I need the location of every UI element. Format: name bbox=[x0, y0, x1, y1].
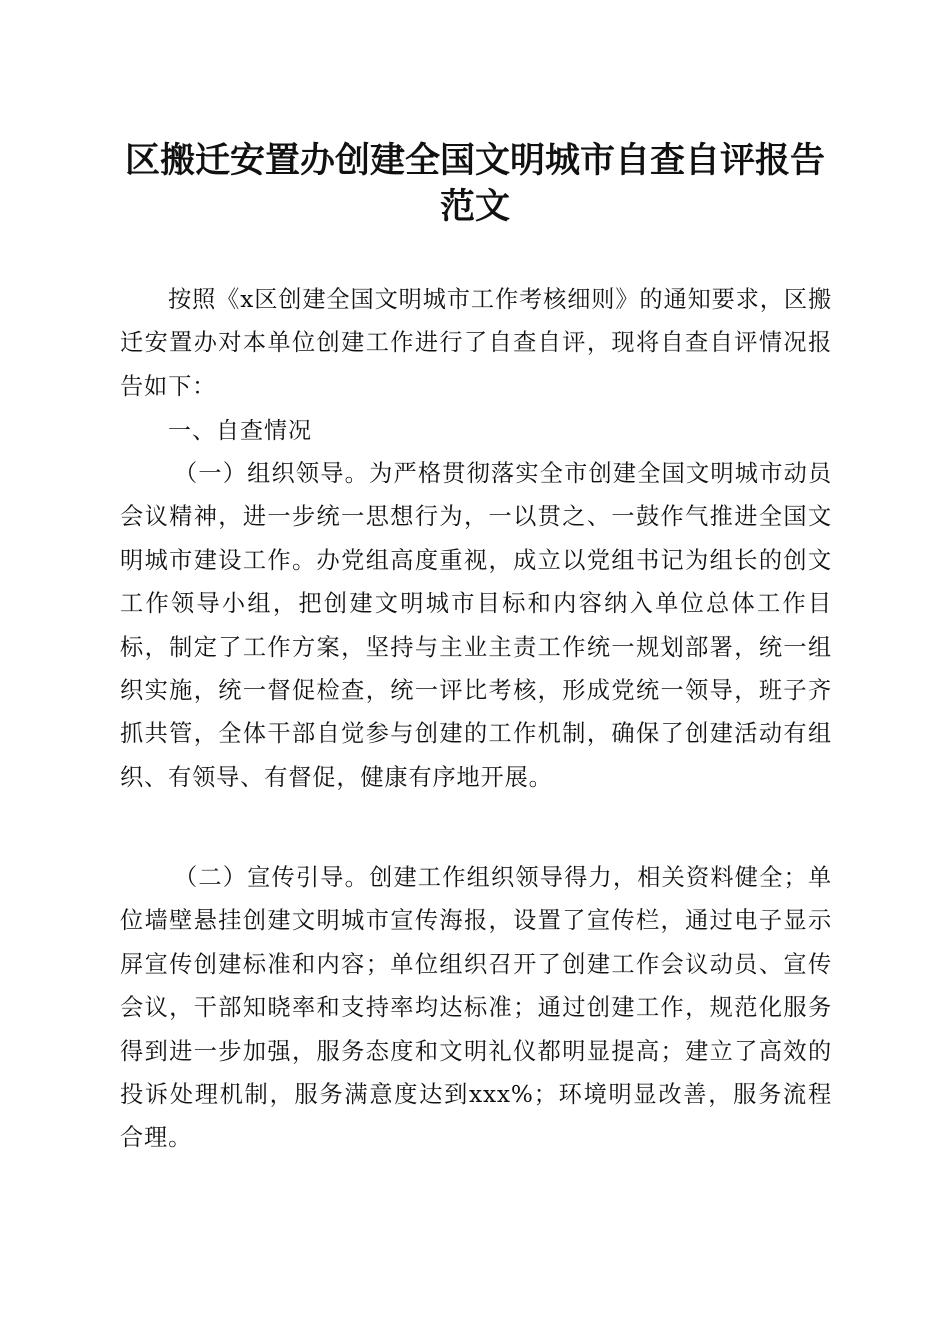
publicity-guidance-paragraph: （二）宣传引导。创建工作组织领导得力，相关资料健全；单位墙壁悬挂创建文明城市宣传海报，设置了宣传栏，通过电子显示屏宣传创建标准和内容；单位组织召开了创建工作会议动员、宣传会议，干部知晓率和支持率均达标准；通过创建工作，规范化服务得到进一步加强，服务态度和文明礼仪都明显提高；建立了高效的投诉处理机制，服务满意度达到xxx%；环境明显改善，服务流程合理。 bbox=[120, 864, 832, 1152]
intro-paragraph: 按照《x区创建全国文明城市工作考核细则》的通知要求，区搬迁安置办对本单位创建工作进行了自查自评，现将自查自评情况报告如下： bbox=[120, 286, 832, 400]
section-heading-self-inspection: 一、自查情况 bbox=[168, 418, 312, 444]
document-title-line-2: 范文 bbox=[439, 186, 510, 227]
organization-leadership-paragraph: （一）组织领导。为严格贯彻落实全市创建全国文明城市动员会议精神，进一步统一思想行为，一以贯之、一鼓作气推进全国文明城市建设工作。办党组高度重视，成立以党组书记为组长的创文工作领导小组，把创建文明城市目标和内容纳入单位总体工作目标，制定了工作方案，坚持与主业主责工作统一规划部署，统一组织实施，统一督促检查，统一评比考核，形成党统一领导，班子齐抓共管，全体干部自觉参与创建的工作机制，确保了创建活动有组织、有领导、有督促，健康有序地开展。 bbox=[120, 460, 832, 791]
document-title-line-1: 区搬迁安置办创建全国文明城市自查自评报告 bbox=[124, 140, 825, 181]
